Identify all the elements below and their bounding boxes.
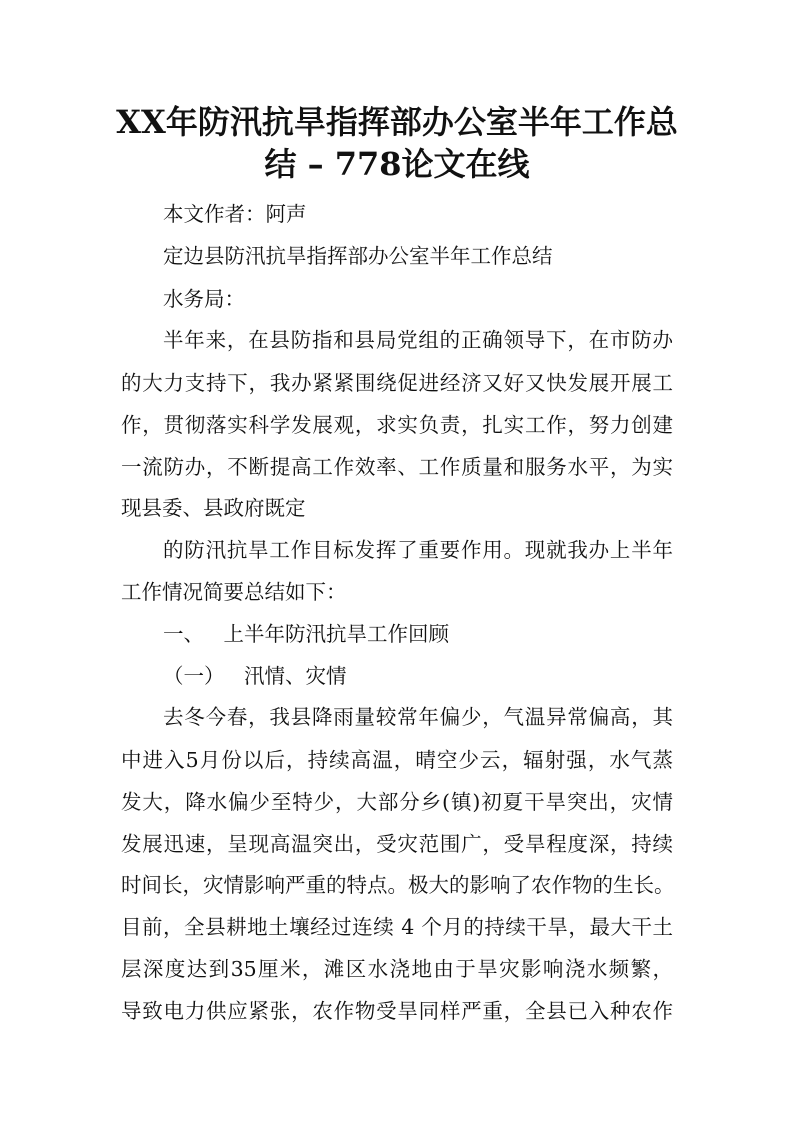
subtitle-line: 定边县防汛抗旱指挥部办公室半年工作总结 [163, 244, 553, 268]
organization-line: 水务局： [163, 287, 245, 311]
paragraph-3-line-1: 去冬今春，我县降雨量较常年偏少，气温异常偏高，其 [163, 705, 673, 729]
paragraph-3-line-2: 中进入5月份以后，持续高温，晴空少云，辐射强，水气蒸 [121, 748, 673, 772]
document-title-line-2: 结 – 778论文在线 [264, 145, 530, 183]
paragraph-3-line-8: 导致电力供应紧张，农作物受旱同样严重，全县已入种农作 [121, 999, 673, 1023]
document-title-line-1: XX年防汛抗旱指挥部办公室半年工作总 [116, 103, 678, 141]
paragraph-3-line-7: 层深度达到35厘米，滩区水浇地由于旱灾影响浇水频繁， [121, 957, 673, 981]
paragraph-3-line-5: 时间长，灾情影响严重的特点。极大的影响了农作物的生长。 [121, 873, 675, 897]
paragraph-1-line-5: 现县委、县政府既定 [121, 496, 306, 520]
paragraph-1-line-2: 的大力支持下，我办紧紧围绕促进经济又好又快发展开展工 [121, 371, 673, 395]
paragraph-1-line-1: 半年来，在县防指和县局党组的正确领导下，在市防办 [163, 328, 673, 352]
paragraph-3-line-4: 发展迅速，呈现高温突出，受灾范围广，受旱程度深，持续 [121, 832, 673, 856]
section-heading-1-1: （一） 汛情、灾情 [163, 664, 347, 688]
paragraph-1-line-4: 一流防办，不断提高工作效率、工作质量和服务水平，为实 [121, 455, 673, 479]
author-line: 本文作者：阿声 [163, 202, 307, 226]
paragraph-3-line-3: 发大，降水偏少至特少，大部分乡(镇)初夏干旱突出，灾情 [121, 790, 673, 814]
section-heading-1: 一、 上半年防汛抗旱工作回顾 [163, 622, 450, 646]
paragraph-1-line-3: 作，贯彻落实科学发展观，求实负责，扎实工作，努力创建 [121, 413, 673, 437]
paragraph-2-line-1: 的防汛抗旱工作目标发挥了重要作用。现就我办上半年 [163, 538, 673, 562]
paragraph-2-line-2: 工作情况简要总结如下： [121, 580, 347, 604]
paragraph-3-line-6: 目前，全县耕地土壤经过连续 4 个月的持续干旱，最大干土 [121, 915, 673, 939]
